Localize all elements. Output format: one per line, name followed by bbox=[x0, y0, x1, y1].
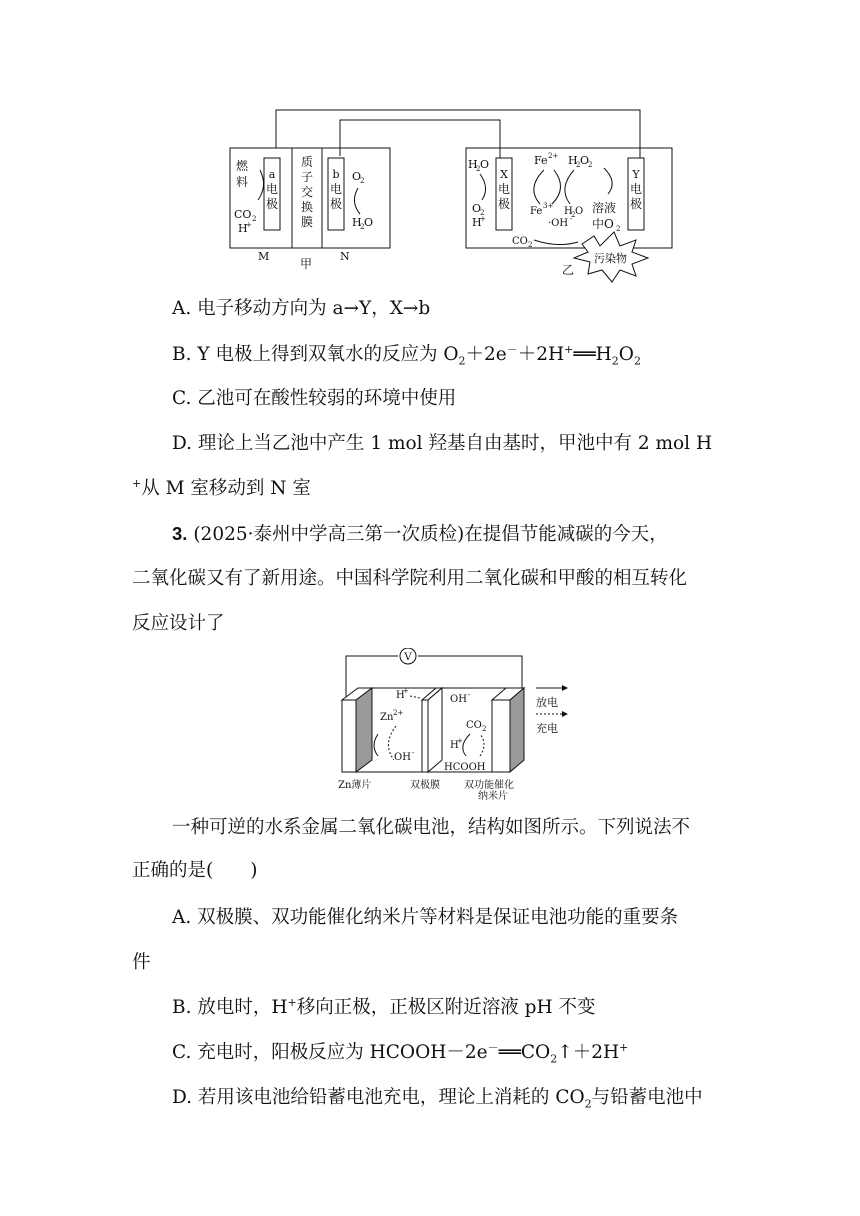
svg-text:2: 2 bbox=[252, 215, 257, 223]
q2-option-d-line2: +从 M 室移动到 N 室 bbox=[132, 476, 311, 499]
svg-text:+: + bbox=[403, 687, 409, 695]
q2-option-b-eq: ══H bbox=[573, 344, 612, 365]
svg-text:料: 料 bbox=[236, 175, 249, 189]
q2-option-d-line1: D. 理论上当乙池中产生 1 mol 羟基自由基时，甲池中有 2 mol H bbox=[172, 433, 713, 454]
svg-text:H: H bbox=[396, 690, 405, 701]
svg-text:H: H bbox=[238, 222, 248, 235]
q2-option-c: C. 乙池可在酸性较弱的环境中使用 bbox=[172, 388, 457, 409]
svg-text:2: 2 bbox=[588, 161, 593, 169]
svg-text:O: O bbox=[364, 216, 374, 229]
figure-zn-co2-battery bbox=[334, 648, 574, 800]
electrode-y-label: Y bbox=[632, 168, 640, 181]
svg-text:H: H bbox=[352, 216, 362, 229]
q3-option-a-line1: A. 双极膜、双功能催化纳米片等材料是保证电池功能的重要条 bbox=[172, 907, 679, 928]
svg-text:O: O bbox=[580, 154, 590, 167]
svg-text:3+: 3+ bbox=[543, 202, 554, 210]
voltmeter-label: V bbox=[404, 652, 412, 663]
q3-option-d: D. 若用该电池给铅蓄电池充电，理论上消耗的 $CO_2$与铅蓄电池中 bbox=[172, 1087, 703, 1111]
q3-option-c-post: ↑＋2H bbox=[557, 1042, 620, 1063]
svg-text:2: 2 bbox=[576, 161, 581, 169]
svg-text:电: 电 bbox=[329, 182, 343, 196]
room-m: M bbox=[258, 250, 270, 263]
svg-text:2: 2 bbox=[476, 165, 481, 173]
q3-option-c-pre: C. 充电时，阳极反应为 HCOOH－2e bbox=[172, 1042, 488, 1063]
q3-option-b: B. 放电时，H+移向正极，正极区附近溶液 pH 不变 bbox=[172, 995, 596, 1018]
svg-text:OH: OH bbox=[394, 752, 411, 763]
electrode-b-label: b bbox=[332, 168, 340, 181]
svg-text:2+: 2+ bbox=[548, 152, 559, 160]
membrane-label2: 双极膜 bbox=[410, 780, 440, 791]
svg-text:纳米片: 纳米片 bbox=[478, 791, 508, 800]
svg-text:电: 电 bbox=[265, 182, 279, 196]
svg-text:H: H bbox=[568, 154, 578, 167]
svg-text:O: O bbox=[472, 202, 482, 215]
svg-text:中O: 中O bbox=[592, 217, 614, 231]
figure-electrolysis-cells bbox=[228, 108, 674, 288]
legend-discharge: 放电 bbox=[536, 696, 558, 709]
svg-text:O: O bbox=[480, 158, 490, 171]
q3-stem-text1: (2025·泰州中学高三第一次质检)在提倡节能减碳的今天， bbox=[193, 524, 668, 545]
catalyst-label: 双功能催化 bbox=[464, 780, 514, 791]
q3-option-d-post: 与铅蓄电池中 bbox=[591, 1087, 703, 1108]
svg-text:2: 2 bbox=[480, 209, 485, 217]
q2-option-d-line2-text: 从 M 室移动到 N 室 bbox=[141, 478, 311, 499]
svg-text:+: + bbox=[480, 215, 486, 223]
svg-text:CO: CO bbox=[512, 236, 528, 247]
svg-text:2: 2 bbox=[360, 177, 365, 185]
svg-text:HCOOH: HCOOH bbox=[444, 762, 486, 773]
q3-after-fig-line2: 正确的是( ) bbox=[132, 860, 258, 881]
svg-text:2+: 2+ bbox=[393, 709, 404, 717]
svg-text:2: 2 bbox=[571, 211, 576, 219]
svg-text:换: 换 bbox=[300, 200, 314, 214]
svg-text:-: - bbox=[468, 691, 471, 699]
q3-option-d-pre: D. 若用该电池给铅蓄电池充电，理论上消耗的 CO bbox=[172, 1087, 585, 1108]
question-number: 3. bbox=[172, 523, 188, 544]
q3-option-b-post: 移向正极，正极区附近溶液 pH 不变 bbox=[296, 997, 596, 1018]
q3-option-c-mid: ══CO bbox=[498, 1042, 551, 1063]
svg-text:-: - bbox=[412, 749, 415, 757]
svg-text:H: H bbox=[472, 216, 482, 229]
svg-text:膜: 膜 bbox=[300, 215, 314, 229]
svg-text:溶液: 溶液 bbox=[592, 201, 617, 215]
electrode-x-label: X bbox=[500, 168, 508, 181]
svg-text:OH: OH bbox=[450, 694, 467, 705]
svg-text:Fe: Fe bbox=[534, 154, 548, 167]
cell-yi: 乙 bbox=[562, 263, 575, 277]
electrode-a-label: a bbox=[268, 168, 276, 181]
svg-text:电: 电 bbox=[497, 182, 511, 196]
q3-option-a-line2: 件 bbox=[132, 952, 151, 973]
svg-text:H: H bbox=[450, 740, 459, 751]
svg-text:-: - bbox=[570, 215, 573, 223]
q3-option-b-pre: B. 放电时，H bbox=[172, 997, 288, 1018]
svg-text:CO: CO bbox=[234, 208, 252, 221]
q2-option-b-o: O bbox=[618, 344, 634, 365]
svg-text:极: 极 bbox=[329, 197, 343, 211]
svg-text:H: H bbox=[564, 206, 573, 217]
pollutant-label: 污染物 bbox=[594, 252, 627, 265]
q3-stem-line2: 二氧化碳又有了新用途。中国科学院利用二氧化碳和甲酸的相互转化 bbox=[132, 568, 688, 589]
svg-text:Zn: Zn bbox=[380, 712, 394, 723]
svg-text:极: 极 bbox=[497, 197, 511, 211]
zn-label: Zn薄片 bbox=[338, 780, 372, 791]
svg-text:2: 2 bbox=[616, 225, 621, 233]
svg-text:交: 交 bbox=[300, 185, 314, 199]
q3-after-fig-line1: 一种可逆的水系金属二氧化碳电池，结构如图所示。下列说法不 bbox=[172, 817, 691, 838]
legend-charge: 充电 bbox=[536, 722, 558, 735]
membrane-label: 质 bbox=[300, 155, 314, 169]
q3-stem-line3: 反应设计了 bbox=[132, 613, 225, 634]
svg-text:子: 子 bbox=[300, 170, 314, 184]
room-n: N bbox=[340, 250, 350, 263]
svg-text:H: H bbox=[468, 158, 478, 171]
svg-text:极: 极 bbox=[265, 197, 279, 211]
q3-stem-line1 bbox=[172, 521, 668, 548]
svg-text:+: + bbox=[457, 737, 463, 745]
q2-option-b-h: ＋2H bbox=[517, 344, 565, 365]
q2-option-a: A. 电子移动方向为 a→Y，X→b bbox=[172, 298, 431, 319]
svg-text:2: 2 bbox=[528, 241, 533, 249]
svg-text:·OH: ·OH bbox=[548, 218, 569, 229]
svg-text:2: 2 bbox=[360, 223, 365, 231]
q2-option-b-text: B. Y 电极上得到双氧水的反应为 O bbox=[172, 344, 459, 365]
svg-text:Fe: Fe bbox=[530, 206, 543, 217]
svg-text:2: 2 bbox=[482, 725, 487, 733]
cell-jia: 甲 bbox=[300, 257, 313, 271]
q2-option-b: B. Y 电极上得到双氧水的反应为 $O_2+2e^-+2H^+══H_2O_2$ bbox=[172, 342, 641, 368]
svg-text:O: O bbox=[575, 206, 584, 217]
svg-text:+: + bbox=[246, 221, 252, 229]
svg-text:CO: CO bbox=[466, 720, 482, 731]
q3-option-c: C. 充电时，阳极反应为 $HCOOH-2e^-══CO_2↑+2H^+$ bbox=[172, 1040, 629, 1066]
svg-text:极: 极 bbox=[629, 197, 643, 211]
q2-option-b-e: ＋2e bbox=[465, 344, 507, 365]
fuel-label: 燃 bbox=[236, 159, 249, 173]
svg-text:O: O bbox=[352, 170, 362, 183]
svg-text:电: 电 bbox=[629, 182, 643, 196]
